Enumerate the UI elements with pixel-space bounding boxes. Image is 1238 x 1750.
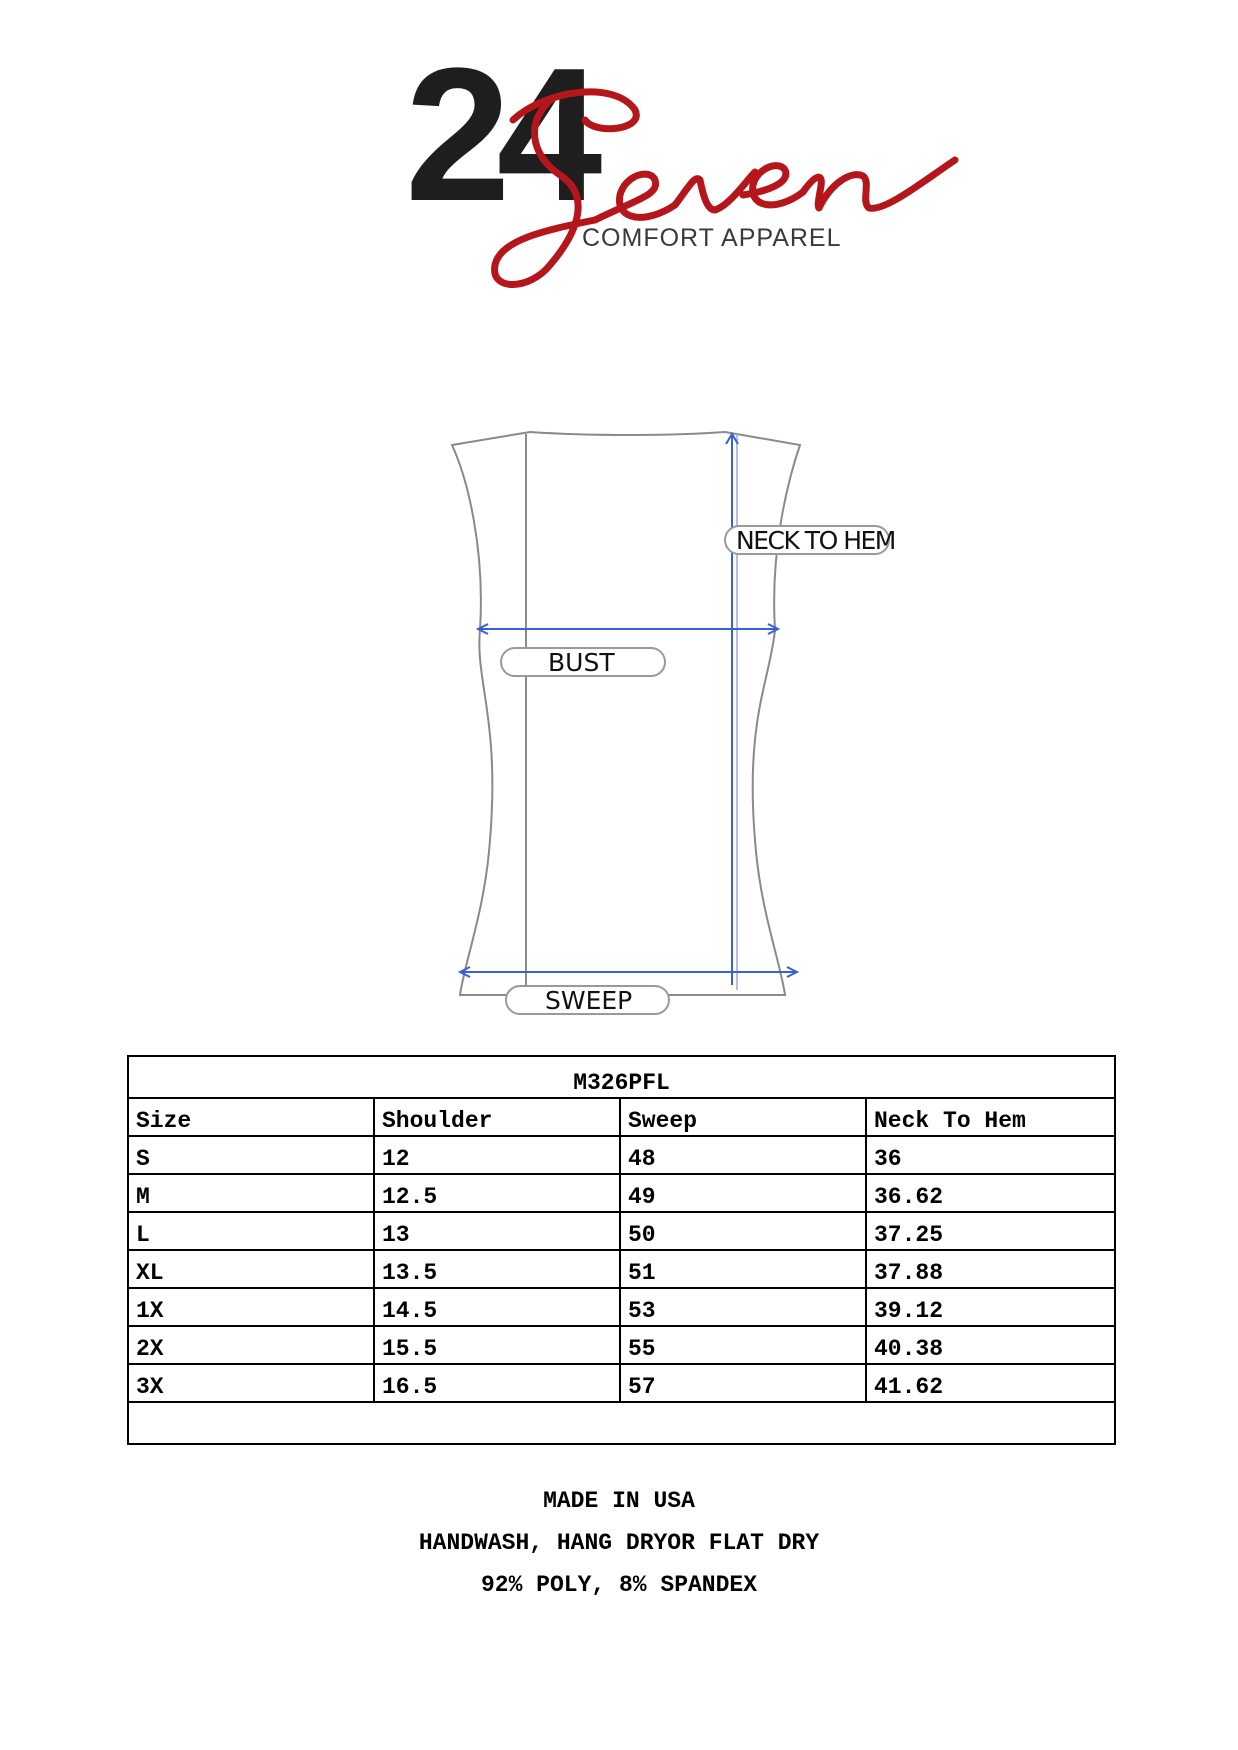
- cell-shoulder: 14.5: [374, 1288, 620, 1326]
- neck-to-hem-label: NECK TO HEM: [724, 525, 890, 555]
- cell-sweep: 57: [620, 1364, 866, 1402]
- cell-sweep: 53: [620, 1288, 866, 1326]
- style-number: M326PFL: [128, 1056, 1115, 1098]
- table-row: [128, 1250, 1115, 1288]
- cell-size: L: [128, 1212, 374, 1250]
- garment-silhouette: [452, 432, 800, 995]
- cell-size: M: [128, 1174, 374, 1212]
- cell-size: 2X: [128, 1326, 374, 1364]
- sweep-label: SWEEP: [505, 985, 670, 1015]
- fabric-note: 92% POLY, 8% SPANDEX: [480, 1572, 758, 1598]
- table-row: [128, 1326, 1115, 1364]
- product-notes: [0, 1480, 1238, 1606]
- cell-sweep: 51: [620, 1250, 866, 1288]
- header-neck-to-hem: Neck To Hem: [866, 1098, 1115, 1136]
- cell-sweep: 55: [620, 1326, 866, 1364]
- care-note: HANDWASH, HANG DRYOR FLAT DRY: [418, 1530, 820, 1556]
- cell-shoulder: 13: [374, 1212, 620, 1250]
- header-shoulder: Shoulder: [374, 1098, 620, 1136]
- brand-logo: [395, 29, 965, 290]
- garment-outline: [440, 420, 860, 1040]
- cell-neck-to-hem: 36: [866, 1136, 1115, 1174]
- logo-number: 24: [405, 29, 589, 241]
- table-header-row: [128, 1098, 1115, 1136]
- cell-size: S: [128, 1136, 374, 1174]
- cell-sweep: 49: [620, 1174, 866, 1212]
- cell-neck-to-hem: 37.88: [866, 1250, 1115, 1288]
- cell-neck-to-hem: 36.62: [866, 1174, 1115, 1212]
- cell-size: 1X: [128, 1288, 374, 1326]
- cell-shoulder: 15.5: [374, 1326, 620, 1364]
- header-sweep: Sweep: [620, 1098, 866, 1136]
- garment-diagram: [440, 420, 895, 1040]
- cell-neck-to-hem: 40.38: [866, 1326, 1115, 1364]
- header-size: Size: [128, 1098, 374, 1136]
- table-row: [128, 1212, 1115, 1250]
- cell-sweep: 50: [620, 1212, 866, 1250]
- origin-note: MADE IN USA: [543, 1488, 695, 1514]
- logo-script-seven: [485, 80, 965, 290]
- table-title-row: [128, 1056, 1115, 1098]
- table-row: [128, 1136, 1115, 1174]
- table-row: [128, 1174, 1115, 1212]
- cell-shoulder: 13.5: [374, 1250, 620, 1288]
- cell-size: 3X: [128, 1364, 374, 1402]
- cell-shoulder: 12.5: [374, 1174, 620, 1212]
- cell-size: XL: [128, 1250, 374, 1288]
- cell-shoulder: 12: [374, 1136, 620, 1174]
- cell-neck-to-hem: 39.12: [866, 1288, 1115, 1326]
- table-row: [128, 1288, 1115, 1326]
- size-chart-table: [127, 1055, 1116, 1445]
- table-empty-row: [128, 1402, 1115, 1444]
- logo-tagline: COMFORT APPAREL: [582, 224, 842, 252]
- cell-sweep: 48: [620, 1136, 866, 1174]
- cell-neck-to-hem: 41.62: [866, 1364, 1115, 1402]
- cell-shoulder: 16.5: [374, 1364, 620, 1402]
- bust-label: BUST: [500, 647, 666, 677]
- cell-neck-to-hem: 37.25: [866, 1212, 1115, 1250]
- table-row: [128, 1364, 1115, 1402]
- empty-cell: [128, 1402, 1115, 1444]
